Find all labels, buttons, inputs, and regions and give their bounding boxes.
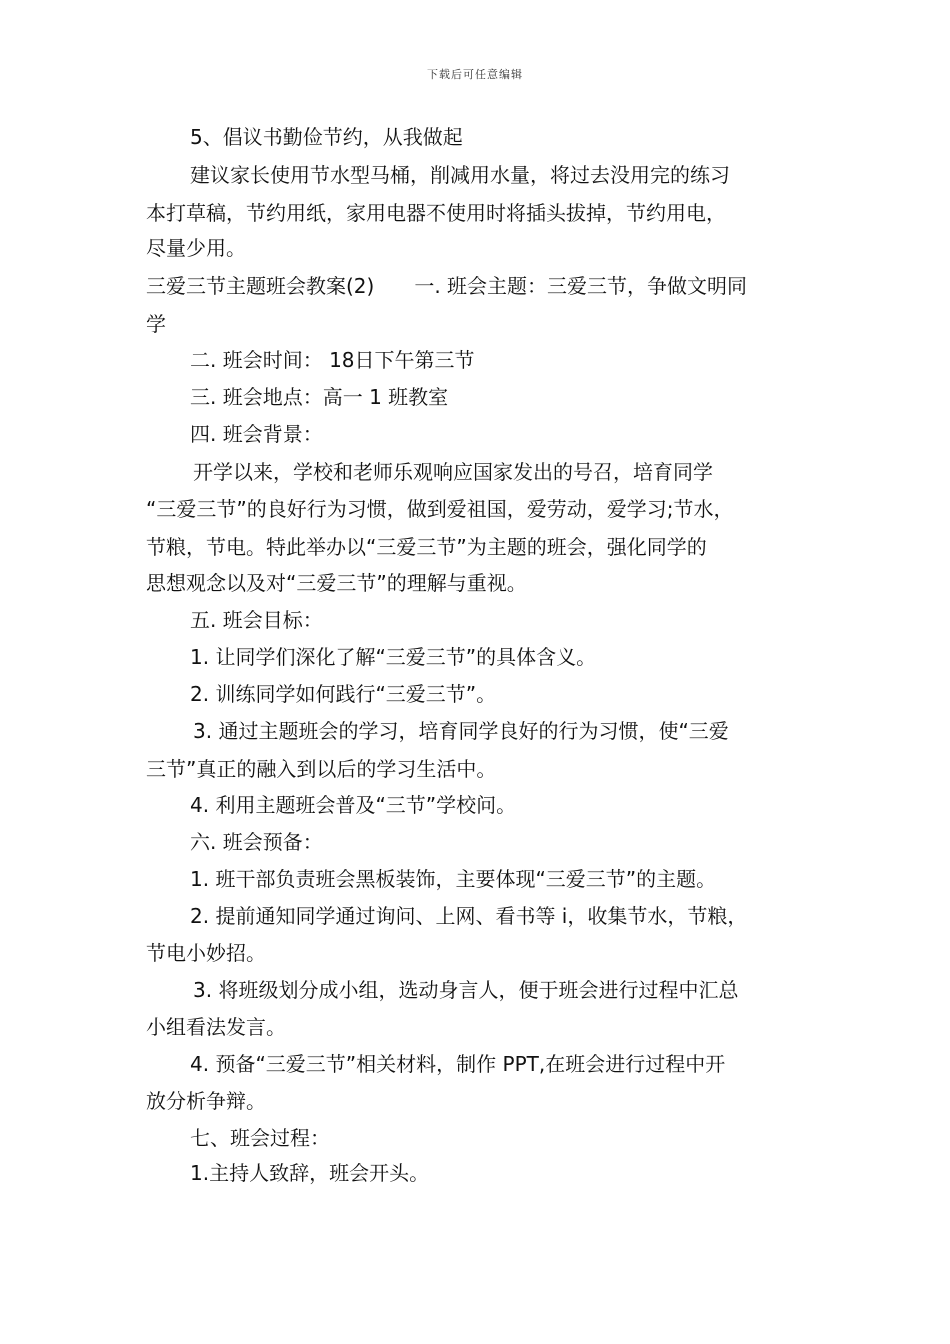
- list-item: 1. 班干部负责班会黑板装饰，主要体现“三爱三节”的主题。: [190, 867, 717, 891]
- list-item: 1.主持人致辞，班会开头。: [190, 1161, 430, 1185]
- list-item: 4. 利用主题班会普及“三节”学校问。: [190, 793, 517, 817]
- section-heading: 七、班会过程：: [190, 1126, 330, 1150]
- paragraph-line: “三爱三节”的良好行为习惯，做到爱祖国，爱劳动，爱学习;节水，: [146, 497, 734, 521]
- list-item: 2. 提前通知同学通过询问、上网、看书等 i，收集节水，节粮，: [190, 904, 748, 928]
- section-heading: 六. 班会预备：: [190, 830, 323, 854]
- paragraph-line: 开学以来，学校和老师乐观响应国家发出的号召，培育同学: [193, 460, 713, 484]
- list-item: 3. 将班级划分成小组，选动身言人，便于班会进行过程中汇总: [193, 978, 739, 1002]
- paragraph-line: 尽量少用。: [146, 236, 246, 260]
- paragraph-line: 学: [146, 312, 166, 336]
- list-item-continuation: 放分析争辩。: [146, 1089, 266, 1113]
- list-item-continuation: 小组看法发言。: [146, 1015, 286, 1039]
- section-heading: 二. 班会时间： 18日下午第三节: [190, 348, 475, 372]
- section-heading: 五. 班会目标：: [190, 608, 323, 632]
- list-item: 4. 预备“三爱三节”相关材料，制作 PPT,在班会进行过程中开: [190, 1052, 726, 1076]
- list-item-continuation: 三节”真正的融入到以后的学习生活中。: [146, 757, 497, 781]
- list-item: 3. 通过主题班会的学习，培育同学良好的行为习惯，使“三爱: [193, 719, 729, 743]
- document-title-line: 三爱三节主题班会教案(2) 一. 班会主题：三爱三节，争做文明同: [146, 274, 748, 298]
- paragraph-line: 节粮，节电。特此举办以“三爱三节”为主题的班会，强化同学的: [146, 535, 707, 559]
- paragraph-line: 思想观念以及对“三爱三节”的理解与重视。: [146, 571, 527, 595]
- paragraph-line: 本打草稿，节约用纸，家用电器不使用时将插头拔掉，节约用电，: [146, 201, 726, 225]
- section-heading: 5、倡议书勤俭节约，从我做起: [190, 125, 463, 149]
- list-item-continuation: 节电小妙招。: [146, 941, 266, 965]
- list-item: 2. 训练同学如何践行“三爱三节”。: [190, 682, 497, 706]
- section-heading: 三. 班会地点：高一 1 班教室: [190, 385, 449, 409]
- paragraph-line: 建议家长使用节水型马桶，削减用水量，将过去没用完的练习: [190, 163, 730, 187]
- page-header-note: 下载后可任意编辑: [427, 68, 523, 81]
- section-heading: 四. 班会背景：: [190, 422, 323, 446]
- list-item: 1. 让同学们深化了解“三爱三节”的具体含义。: [190, 645, 597, 669]
